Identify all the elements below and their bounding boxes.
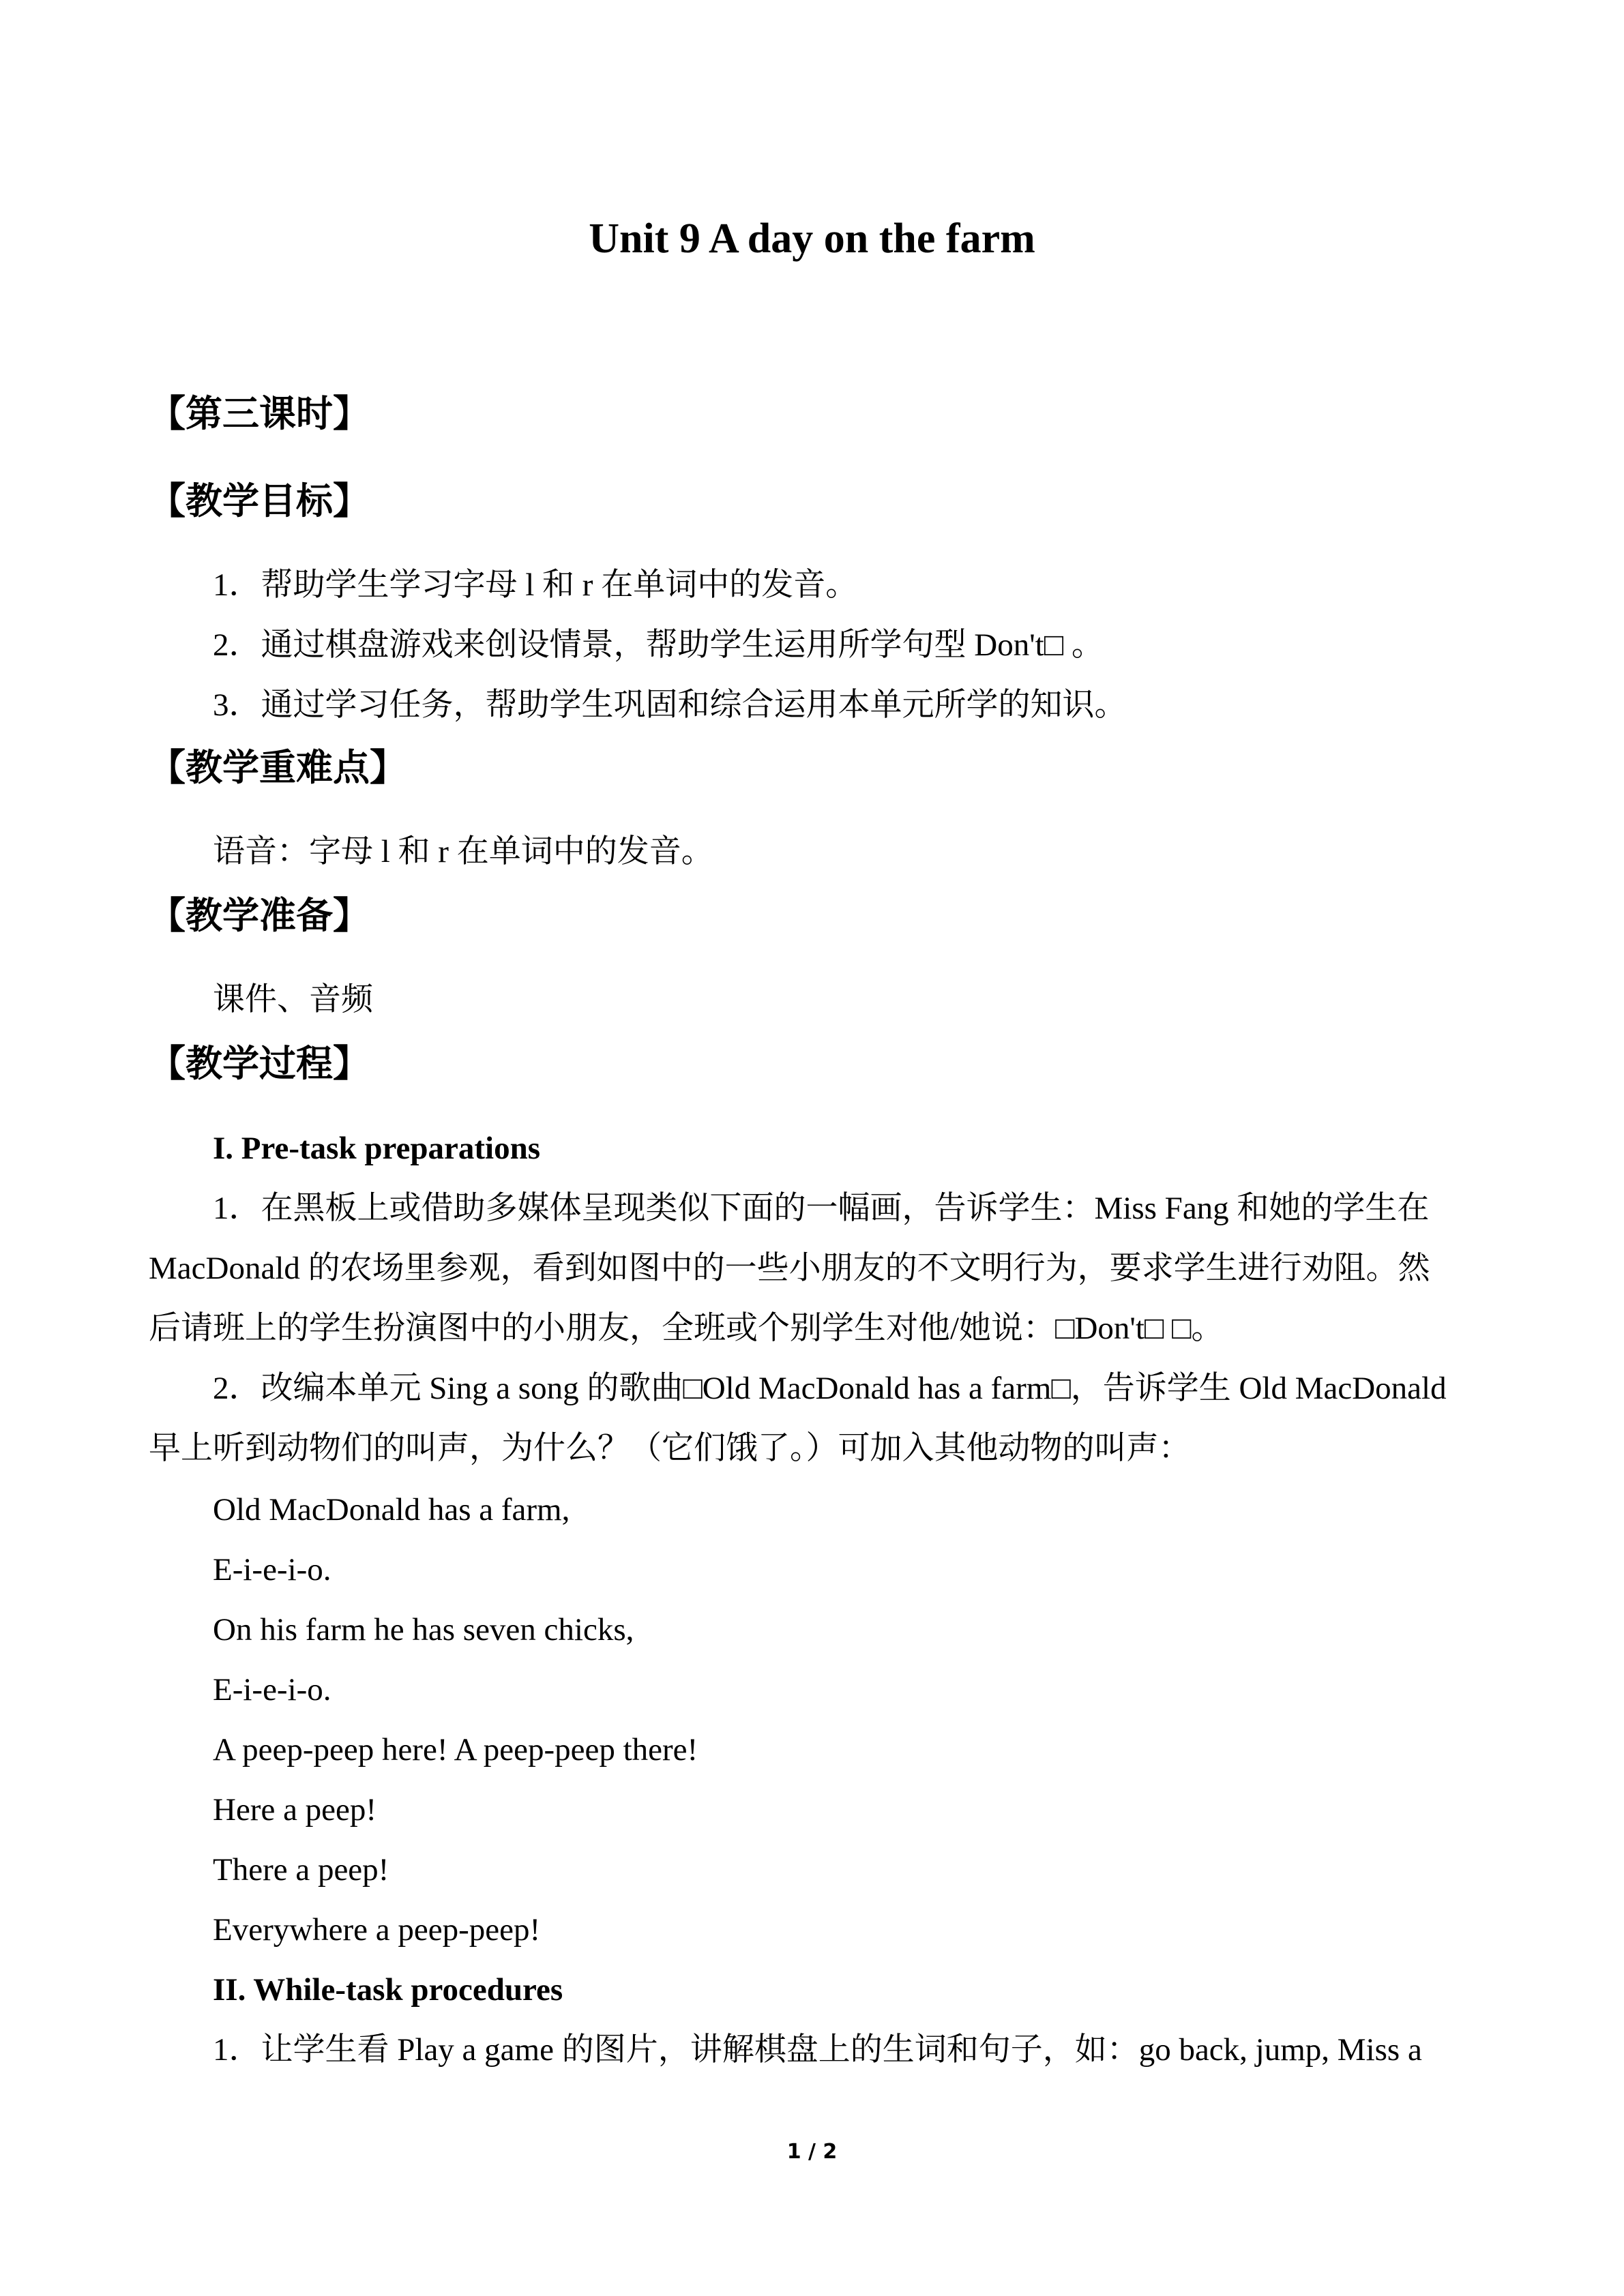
document-title: Unit 9 A day on the farm — [589, 215, 1035, 262]
pre-task-heading: I. Pre-task preparations — [213, 1131, 541, 1166]
section-key-points-heading: 【教学重难点】 — [149, 746, 407, 789]
section-goals-heading: 【教学目标】 — [149, 479, 370, 522]
while-task-paragraph-line: 1．让学生看 Play a game 的图片，讲解棋盘上的生词和句子，如：go back, jump, Miss a — [213, 2032, 1422, 2068]
pre-task-paragraph-1-line: 后请班上的学生扮演图中的小朋友，全班或个别学生对他/她说：□Don't□ □。 — [149, 1311, 1224, 1346]
while-task-heading: II. While-task procedures — [213, 1972, 563, 2008]
preparation-text: 课件、音频 — [213, 982, 373, 1017]
song-line: There a peep! — [213, 1852, 389, 1888]
song-line: A peep-peep here! A peep-peep there! — [213, 1732, 698, 1768]
goal-item: 1．帮助学生学习字母 l 和 r 在单词中的发音。 — [213, 567, 858, 603]
pre-task-paragraph-1-line: MacDonald 的农场里参观，看到如图中的一些小朋友的不文明行为，要求学生进行劝阻。然 — [149, 1251, 1430, 1286]
song-line: Everywhere a peep-peep! — [213, 1912, 541, 1948]
page-number: 1 / 2 — [786, 2140, 838, 2164]
pre-task-paragraph-1-line: 1．在黑板上或借助多媒体呈现类似下面的一幅画，告诉学生：Miss Fang 和她的学生在 — [213, 1191, 1430, 1226]
section-preparation-heading: 【教学准备】 — [149, 894, 370, 937]
song-line: E-i-e-i-o. — [213, 1552, 331, 1587]
pre-task-paragraph-2-line: 早上听到动物们的叫声，为什么？（它们饿了。）可加入其他动物的叫声： — [149, 1431, 1191, 1466]
song-line: On his farm he has seven chicks, — [213, 1612, 634, 1648]
pre-task-paragraph-2-line: 2．改编本单元 Sing a song 的歌曲□Old MacDonald has a farm□，告诉学生 Old MacDonald — [213, 1371, 1447, 1406]
song-line: E-i-e-i-o. — [213, 1672, 331, 1708]
goal-item: 2．通过棋盘游戏来创设情景，帮助学生运用所学句型 Don't□ 。 — [213, 627, 1104, 663]
song-line: Old MacDonald has a farm, — [213, 1492, 570, 1527]
song-line: Here a peep! — [213, 1792, 377, 1828]
goal-item: 3．通过学习任务，帮助学生巩固和综合运用本单元所学的知识。 — [213, 687, 1127, 723]
key-points-text: 语音：字母 l 和 r 在单词中的发音。 — [213, 834, 713, 869]
section-lesson-heading: 【第三课时】 — [149, 392, 370, 435]
section-process-heading: 【教学过程】 — [149, 1042, 370, 1085]
